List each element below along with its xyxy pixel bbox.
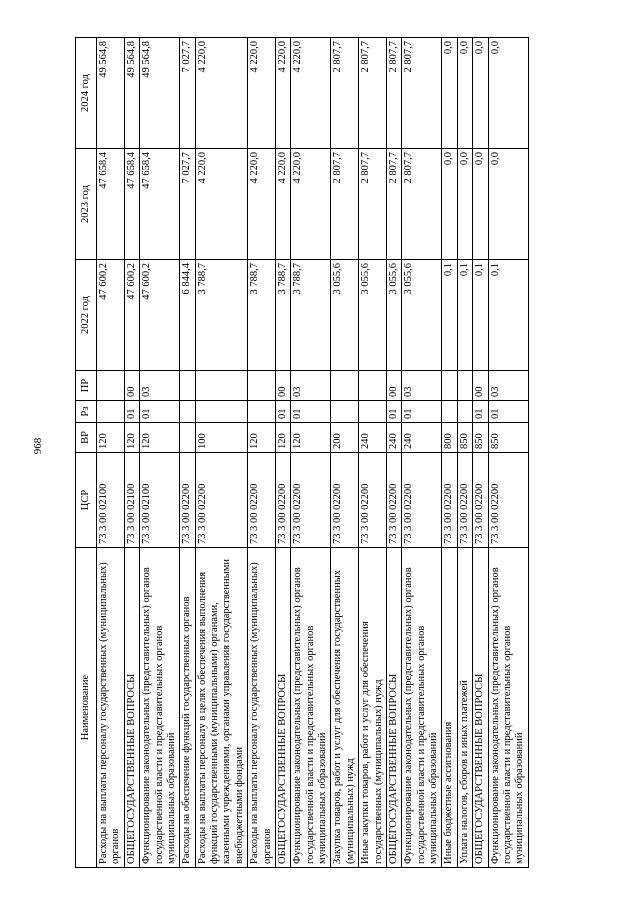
cell-name: ОБЩЕГОСУДАРСТВЕННЫЕ ВОПРОСЫ: [275, 548, 290, 868]
cell-vr: 240: [359, 423, 387, 453]
cell-pr: [195, 371, 248, 401]
cell-2022: 47 600,2: [140, 260, 180, 371]
cell-name: Расходы на выплаты персоналу государственных (муниципальных) органов: [97, 548, 125, 868]
cell-rz: 01: [275, 401, 290, 423]
table-body: [97, 38, 529, 868]
cell-name: Расходы на выплаты персоналу государственных (муниципальных) органов: [248, 548, 276, 868]
table-row: [195, 38, 248, 868]
cell-2022: 3 055,6: [402, 260, 442, 371]
cell-name: Расходы на обеспечение функций государственных органов: [180, 548, 195, 868]
cell-2024: 2 807,7: [331, 38, 359, 149]
table-row: [331, 38, 359, 868]
cell-2023: 4 220,0: [195, 149, 248, 260]
cell-vr: 850: [488, 423, 528, 453]
cell-csr: 73 3 00 02100: [97, 453, 125, 548]
table-row: [180, 38, 195, 868]
cell-rz: [180, 401, 195, 423]
column-header: ВР: [76, 423, 97, 453]
cell-rz: 01: [402, 401, 442, 423]
cell-vr: 120: [97, 423, 125, 453]
cell-2022: 6 844,4: [180, 260, 195, 371]
cell-pr: 03: [140, 371, 180, 401]
table-row: [275, 38, 290, 868]
cell-2024: 49 564,8: [97, 38, 125, 149]
cell-name: ОБЩЕГОСУДАРСТВЕННЫЕ ВОПРОСЫ: [473, 548, 488, 868]
cell-pr: 03: [291, 371, 331, 401]
cell-rz: 01: [124, 401, 139, 423]
table-row: [248, 38, 276, 868]
cell-2023: 47 658,4: [97, 149, 125, 260]
cell-csr: 73 3 00 02200: [248, 453, 276, 548]
cell-2022: 0,1: [457, 260, 472, 371]
cell-name: Расходы на выплаты персоналу в целях обеспечения выполнения функций государственными (муниципальными) органами, казенными учреждениями, органами управления государственными внебюджетными фондами: [195, 548, 248, 868]
cell-2024: 2 807,7: [386, 38, 401, 149]
cell-vr: 200: [331, 423, 359, 453]
cell-rz: [248, 401, 276, 423]
cell-csr: 73 3 00 02200: [291, 453, 331, 548]
cell-name: ОБЩЕГОСУДАРСТВЕННЫЕ ВОПРОСЫ: [386, 548, 401, 868]
cell-2023: 0,0: [457, 149, 472, 260]
cell-pr: [331, 371, 359, 401]
cell-name: Иные закупки товаров, работ и услуг для обеспечения государственных (муниципальных) нужд: [359, 548, 387, 868]
cell-2023: 0,0: [488, 149, 528, 260]
cell-rz: 01: [473, 401, 488, 423]
table-row: [140, 38, 180, 868]
cell-vr: 850: [457, 423, 472, 453]
cell-csr: 73 3 00 02100: [124, 453, 139, 548]
budget-sheet: [75, 38, 627, 868]
table-row: [386, 38, 401, 868]
cell-pr: 03: [488, 371, 528, 401]
cell-rz: [359, 401, 387, 423]
cell-pr: [180, 371, 195, 401]
cell-2023: 0,0: [473, 149, 488, 260]
page-number: 968: [32, 437, 44, 455]
cell-2022: 3 788,7: [291, 260, 331, 371]
cell-2022: 3 055,6: [359, 260, 387, 371]
cell-2023: 2 807,7: [386, 149, 401, 260]
cell-rz: [97, 401, 125, 423]
cell-name: Закупка товаров, работ и услуг для обеспечения государственных (муниципальных) нужд: [331, 548, 359, 868]
column-header: Наименование: [76, 548, 97, 868]
cell-rz: [331, 401, 359, 423]
cell-name: Функционирование законодательных (представительных) органов государственной власти и представительных органов муниципальных образований: [140, 548, 180, 868]
table-row: [359, 38, 387, 868]
cell-2023: 4 220,0: [248, 149, 276, 260]
cell-vr: 100: [195, 423, 248, 453]
cell-name: ОБЩЕГОСУДАРСТВЕННЫЕ ВОПРОСЫ: [124, 548, 139, 868]
cell-2024: 2 807,7: [402, 38, 442, 149]
cell-2023: 0,0: [442, 149, 457, 260]
cell-2024: 0,0: [488, 38, 528, 149]
cell-csr: 73 3 00 02200: [275, 453, 290, 548]
cell-csr: 73 3 00 02200: [180, 453, 195, 548]
cell-pr: [457, 371, 472, 401]
cell-2024: 4 220,0: [248, 38, 276, 149]
cell-csr: 73 3 00 02200: [386, 453, 401, 548]
cell-csr: 73 3 00 02200: [331, 453, 359, 548]
cell-pr: 03: [402, 371, 442, 401]
cell-vr: 120: [248, 423, 276, 453]
cell-2024: 49 564,8: [124, 38, 139, 149]
cell-rz: [195, 401, 248, 423]
cell-2023: 2 807,7: [359, 149, 387, 260]
cell-2024: 4 220,0: [291, 38, 331, 149]
cell-2024: 4 220,0: [195, 38, 248, 149]
cell-vr: 120: [140, 423, 180, 453]
cell-pr: [442, 371, 457, 401]
cell-rz: 01: [488, 401, 528, 423]
cell-2024: 7 027,7: [180, 38, 195, 149]
cell-2023: 4 220,0: [275, 149, 290, 260]
header-row: [76, 38, 97, 868]
table-row: [488, 38, 528, 868]
cell-csr: 73 3 00 02200: [442, 453, 457, 548]
cell-csr: 73 3 00 02200: [402, 453, 442, 548]
cell-csr: 73 3 00 02200: [359, 453, 387, 548]
cell-pr: [359, 371, 387, 401]
column-header: 2022 год: [76, 260, 97, 371]
cell-name: Функционирование законодательных (представительных) органов государственной власти и представительных органов муниципальных образований: [488, 548, 528, 868]
cell-2022: 0,1: [473, 260, 488, 371]
cell-2023: 47 658,4: [140, 149, 180, 260]
cell-pr: 00: [386, 371, 401, 401]
cell-csr: 73 3 00 02100: [140, 453, 180, 548]
table-row: [402, 38, 442, 868]
cell-2023: 2 807,7: [331, 149, 359, 260]
cell-vr: 240: [402, 423, 442, 453]
cell-csr: 73 3 00 02200: [488, 453, 528, 548]
column-header: 2023 год: [76, 149, 97, 260]
table-row: [442, 38, 457, 868]
cell-2024: 2 807,7: [359, 38, 387, 149]
column-header: Рз: [76, 401, 97, 423]
cell-2022: 3 788,7: [248, 260, 276, 371]
cell-rz: 01: [140, 401, 180, 423]
table-row: [457, 38, 472, 868]
table-row: [124, 38, 139, 868]
cell-2024: 0,0: [473, 38, 488, 149]
cell-2024: 0,0: [442, 38, 457, 149]
table-row: [473, 38, 488, 868]
cell-rz: [457, 401, 472, 423]
cell-csr: 73 3 00 02200: [473, 453, 488, 548]
cell-name: Уплата налогов, сборов и иных платежей: [457, 548, 472, 868]
cell-rz: 01: [386, 401, 401, 423]
cell-2024: 0,0: [457, 38, 472, 149]
cell-vr: 800: [442, 423, 457, 453]
cell-csr: 73 3 00 02200: [195, 453, 248, 548]
cell-2024: 4 220,0: [275, 38, 290, 149]
cell-2024: 49 564,8: [140, 38, 180, 149]
column-header: 2024 год: [76, 38, 97, 149]
cell-vr: 850: [473, 423, 488, 453]
cell-2022: 47 600,2: [97, 260, 125, 371]
cell-2023: 4 220,0: [291, 149, 331, 260]
cell-vr: 120: [275, 423, 290, 453]
cell-pr: 00: [124, 371, 139, 401]
cell-name: Функционирование законодательных (представительных) органов государственной власти и представительных органов муниципальных образований: [402, 548, 442, 868]
cell-pr: 00: [473, 371, 488, 401]
cell-2022: 0,1: [488, 260, 528, 371]
cell-name: Функционирование законодательных (представительных) органов государственной власти и представительных органов муниципальных образований: [291, 548, 331, 868]
budget-table: [75, 37, 529, 868]
cell-vr: 240: [386, 423, 401, 453]
cell-2022: 3 055,6: [331, 260, 359, 371]
cell-rz: 01: [291, 401, 331, 423]
cell-csr: 73 3 00 02200: [457, 453, 472, 548]
cell-2022: 0,1: [442, 260, 457, 371]
table-row: [291, 38, 331, 868]
cell-rz: [442, 401, 457, 423]
cell-2022: 3 788,7: [195, 260, 248, 371]
table-row: [97, 38, 125, 868]
cell-2022: 3 055,6: [386, 260, 401, 371]
cell-vr: [180, 423, 195, 453]
cell-pr: [97, 371, 125, 401]
cell-pr: [248, 371, 276, 401]
cell-2023: 7 027,7: [180, 149, 195, 260]
column-header: ЦСР: [76, 453, 97, 548]
cell-name: Иные бюджетные ассигнования: [442, 548, 457, 868]
cell-2023: 2 807,7: [402, 149, 442, 260]
cell-vr: 120: [124, 423, 139, 453]
column-header: ПР: [76, 371, 97, 401]
cell-2023: 47 658,4: [124, 149, 139, 260]
cell-vr: 120: [291, 423, 331, 453]
cell-2022: 47 600,2: [124, 260, 139, 371]
cell-pr: 00: [275, 371, 290, 401]
cell-2022: 3 788,7: [275, 260, 290, 371]
